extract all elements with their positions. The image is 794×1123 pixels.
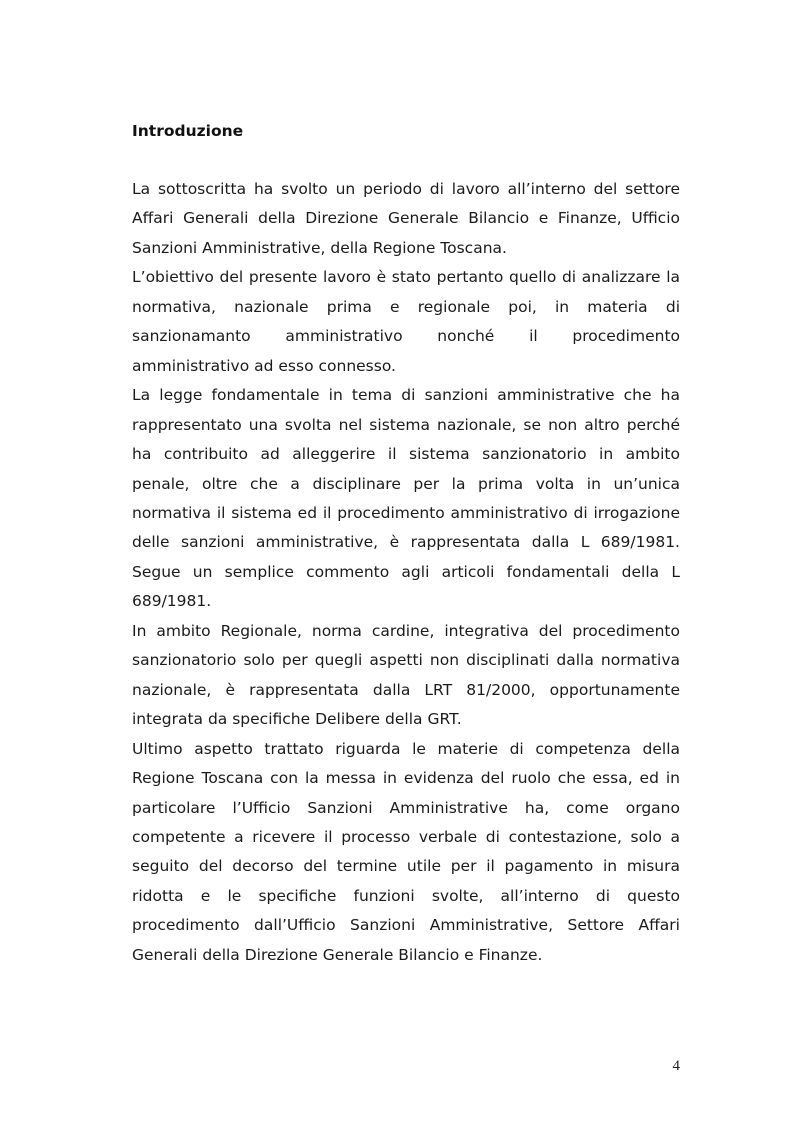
paragraph: La legge fondamentale in tema di sanzioni amministrative che ha rappresentato una svolta nel sistema nazionale, se non altro perché ha contribuito ad alleggerire il sistema sanzionatorio in ambito penale, oltre che a disciplinare per la prima volta in un’unica normativa il sistema ed il procedimento amministrativo di irrogazione delle sanzioni amministrative, è rappresentata dalla L 689/1981. Segue un semplice commento agli articoli fondamentali della L 689/1981. xyxy=(132,386,680,611)
page-number: 4 xyxy=(672,1058,680,1074)
paragraph: In ambito Regionale, norma cardine, integrativa del procedimento sanzionatorio solo per quegli aspetti non disciplinati dalla normativa nazionale, è rappresentata dalla LRT 81/2000, opportunamente integrata da specifiche Delibere della GRT. xyxy=(132,621,680,729)
paragraph: La sottoscritta ha svolto un periodo di lavoro all’interno del settore Affari Generali della Direzione Generale Bilancio e Finanze, Ufficio Sanzioni Amministrative, della Regione Toscana. xyxy=(132,180,680,257)
section-heading: Introduzione xyxy=(132,122,244,140)
paragraph: L’obiettivo del presente lavoro è stato pertanto quello di analizzare la normativa, nazionale prima e regionale poi, in materia di sanzionamanto amministrativo nonché il procedimento amministrativo ad esso connesso. xyxy=(132,268,680,375)
paragraph: Ultimo aspetto trattato riguarda le materie di competenza della Regione Toscana con la messa in evidenza del ruolo che essa, ed in particolare l’Ufficio Sanzioni Amministrative ha, come organo competente a ricevere il processo verbale di contestazione, solo a seguito del decorso del termine utile per il pagamento in misura ridotta e le specifiche funzioni svolte, all’interno di questo procedimento dall’Ufficio Sanzioni Amministrative, Settore Affari Generali della Direzione Generale Bilancio e Finanze. xyxy=(132,739,680,964)
body-text xyxy=(132,175,680,970)
